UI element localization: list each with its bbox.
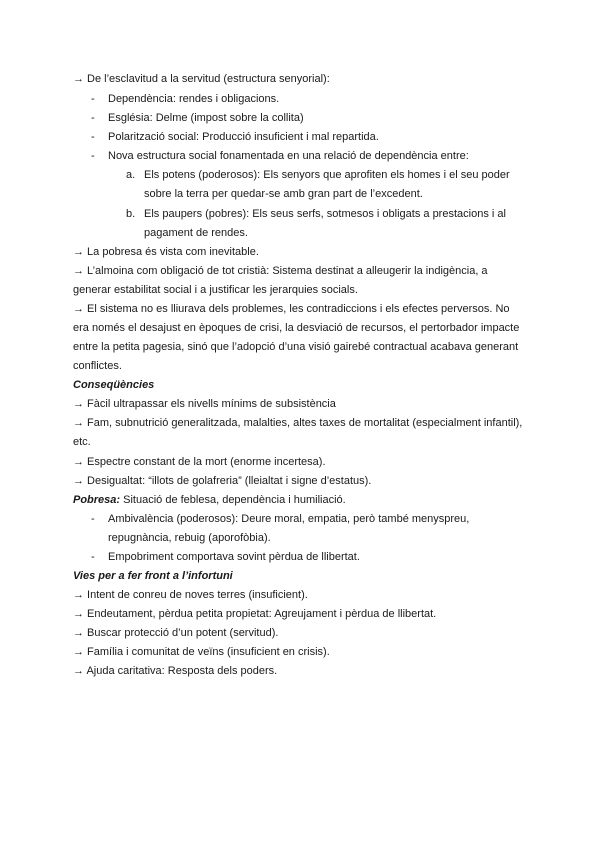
arrow-line: → Ajuda caritativa: Resposta dels poders. bbox=[73, 665, 278, 677]
bullet-dash: - bbox=[91, 131, 95, 143]
bullet-dash: - bbox=[91, 513, 95, 525]
list-item-text: pagament de rendes. bbox=[144, 227, 248, 239]
bullet-text: Empobriment comportava sovint pèrdua de llibertat. bbox=[108, 551, 360, 563]
bullet-text: Ambivalència (poderosos): Deure moral, empatia, però també menyspreu, bbox=[108, 513, 470, 525]
arrow-line: → El sistema no es lliurava dels problemes, les contradiccions i els efectes perversos. No bbox=[73, 303, 510, 315]
bullet-dash: - bbox=[91, 150, 95, 162]
section-heading: Vies per a fer front a l’infortuni bbox=[73, 570, 233, 582]
paragraph-line: era només el desajust en èpoques de crisi, la desviació de recursos, el pertorbador impacte bbox=[73, 322, 520, 334]
definition-text: Situació de feblesa, dependència i humiliació. bbox=[120, 494, 346, 506]
arrow-line: → Intent de conreu de noves terres (insuficient). bbox=[73, 589, 308, 601]
bullet-dash: - bbox=[91, 551, 95, 563]
arrow-line: → Desigualtat: “illots de golafreria” (lleialtat i signe d’estatus). bbox=[73, 475, 372, 487]
definition-line bbox=[73, 493, 346, 507]
bullet-text: Església: Delme (impost sobre la collita) bbox=[108, 112, 304, 124]
arrow-line: → Família i comunitat de veïns (insuficient en crisis). bbox=[73, 646, 330, 658]
arrow-line: → Fam, subnutrició generalitzada, malalties, altes taxes de mortalitat (especialment infantil), bbox=[73, 417, 523, 429]
paragraph-line: etc. bbox=[73, 436, 91, 448]
section-heading: Conseqüències bbox=[73, 379, 155, 391]
list-item-text: Els paupers (pobres): Els seus serfs, sotmesos i obligats a prestacions i al bbox=[144, 208, 506, 220]
arrow-line: → La pobresa és vista com inevitable. bbox=[73, 246, 259, 258]
paragraph-line: conflictes. bbox=[73, 360, 122, 372]
list-marker: b. bbox=[126, 208, 136, 220]
bullet-dash: - bbox=[91, 93, 95, 105]
bullet-text: Dependència: rendes i obligacions. bbox=[108, 93, 280, 105]
arrow-line: → De l’esclavitud a la servitud (estructura senyorial): bbox=[73, 73, 330, 85]
list-item-text: Els potens (poderosos): Els senyors que aprofiten els homes i el seu poder bbox=[144, 169, 510, 181]
bullet-text: Polarització social: Producció insuficient i mal repartida. bbox=[108, 131, 379, 143]
bullet-dash: - bbox=[91, 112, 95, 124]
bullet-text: repugnància, rebuig (aporofòbia). bbox=[108, 532, 271, 544]
arrow-line: → Espectre constant de la mort (enorme incertesa). bbox=[73, 456, 326, 468]
arrow-line: → L’almoina com obligació de tot cristià: Sistema destinat a alleugerir la indigència, a bbox=[73, 265, 488, 277]
bullet-text: Nova estructura social fonamentada en una relació de dependència entre: bbox=[108, 150, 469, 162]
paragraph-line: generar estabilitat social i a justificar les jerarquies socials. bbox=[73, 284, 358, 296]
list-marker: a. bbox=[126, 169, 136, 181]
arrow-line: → Endeutament, pèrdua petita propietat: Agreujament i pèrdua de llibertat. bbox=[73, 608, 437, 620]
section-heading: Pobresa: bbox=[73, 494, 121, 506]
paragraph-line: entre la petita pagesia, sinó que l’adopció d’una visió gairebé contractual acabava generant bbox=[73, 341, 519, 353]
list-item-text: sobre la terra per quedar-se amb gran part de l’excedent. bbox=[144, 188, 423, 200]
arrow-line: → Fàcil ultrapassar els nivells mínims de subsistència bbox=[73, 398, 336, 410]
arrow-line: → Buscar protecció d’un potent (servitud). bbox=[73, 627, 279, 639]
